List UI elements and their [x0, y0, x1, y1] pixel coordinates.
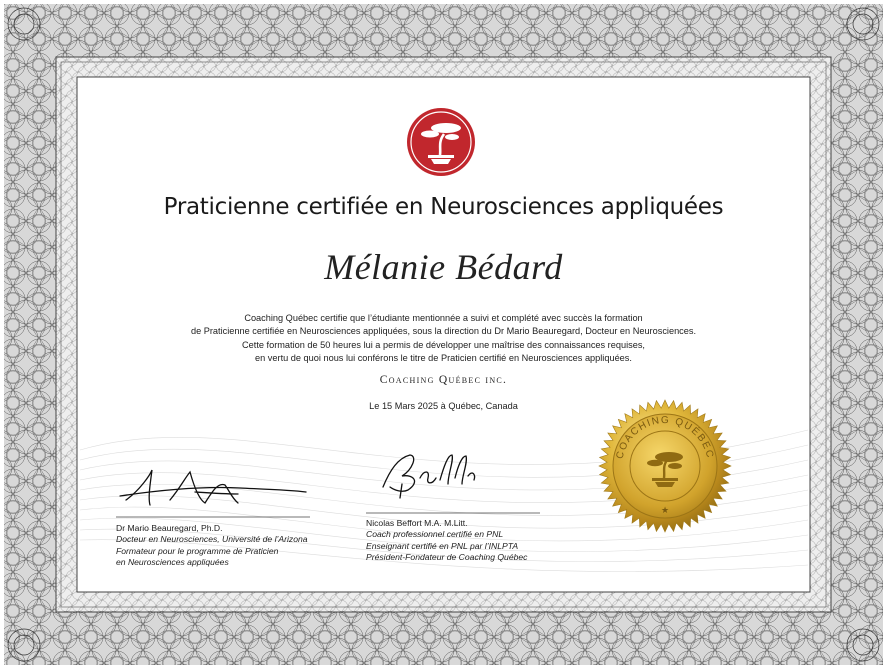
signatory-1: [116, 523, 336, 569]
signatory-title: Docteur en Neurosciences, Université de l’Arizona: [116, 534, 308, 545]
body-line: de Praticienne certifiée en Neurosciences appliquées, sous la direction du Dr Mario Beauregard, Docteur en Neurosciences.: [190, 326, 697, 337]
issue-date: Le 15 Mars 2025 à Québec, Canada: [369, 401, 518, 411]
certificate-body: [120, 312, 767, 366]
body-line: Cette formation de 50 heures lui a permis de développer une maîtrise des connaissances requises,: [242, 339, 645, 350]
signatory-title: Formateur pour le programme de Praticien: [116, 545, 279, 556]
signatory-name: Dr Mario Beauregard, Ph.D.: [116, 523, 223, 533]
signatory-title: Enseignant certifié en PNL par l’INLPTA: [366, 540, 519, 551]
bonsai-tree-icon: [407, 108, 475, 176]
signatory-name: Nicolas Beffort M.A. M.Litt.: [366, 518, 468, 528]
gold-seal-icon: [599, 400, 731, 532]
body-line: Coaching Québec certifie que l’étudiante mentionnée a suivi et complété avec succès la formation: [244, 313, 643, 323]
seal-star-icon: ★: [660, 506, 670, 516]
signatory-title: en Neurosciences appliquées: [116, 557, 229, 568]
body-line: en vertu de quoi nous lui conférons le titre de Praticien certifié en Neurosciences appliquées.: [255, 353, 632, 364]
seal-text: COACHING QUÉBEC: [614, 414, 716, 461]
recipient-name: Mélanie Bédard: [324, 247, 563, 287]
signatory-2: [366, 518, 586, 564]
signatory-title: Coach professionnel certifié en PNL: [366, 529, 504, 540]
organization-name: Coaching Québec inc.: [379, 374, 508, 386]
certificate-title: Praticienne certifiée en Neurosciences appliquées: [163, 194, 724, 220]
signatory-title: Président-Fondateur de Coaching Québec: [366, 552, 528, 563]
